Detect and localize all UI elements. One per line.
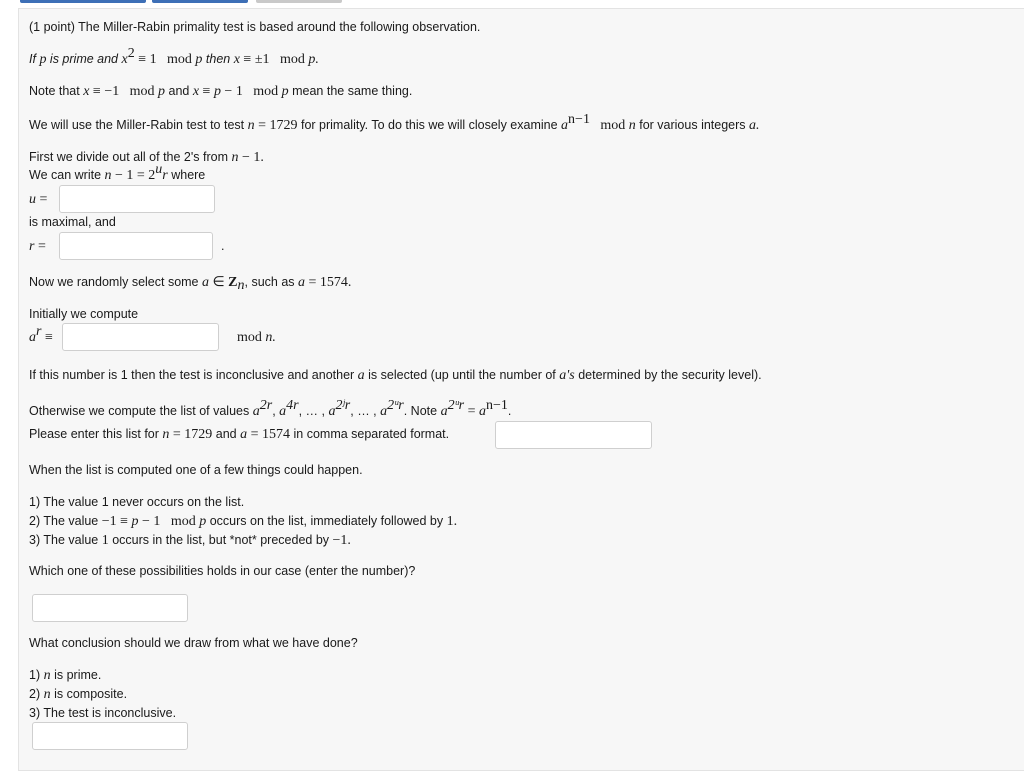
possibility-1-text: 1) The value 1 never occurs on the list.	[29, 495, 245, 509]
note-minus-one: − 1	[224, 84, 243, 99]
possibility-2-p: p	[199, 514, 207, 529]
u-label: u	[29, 192, 36, 207]
u-equals: =	[39, 192, 48, 207]
r-label-row	[29, 238, 46, 255]
obs-congruence: ≡ ±1	[243, 52, 270, 67]
obs-square: 2	[127, 46, 135, 61]
conclusion-2-suffix: is composite.	[54, 687, 128, 701]
use-suffix: for various integers	[639, 118, 746, 132]
ar-label-row	[29, 324, 53, 346]
possibility-2-one: 1.	[446, 514, 458, 529]
list-and: and	[215, 427, 237, 441]
use-mod: mod	[600, 118, 626, 133]
list-text: Please enter this list for	[29, 427, 159, 441]
conclusion-1-prefix: 1)	[29, 668, 41, 682]
note-p: p	[158, 84, 166, 99]
which-text: Which one of these possibilities holds in our case (enter the number)?	[29, 564, 416, 578]
possibility-2-suffix: occurs on the list, immediately followed by	[209, 514, 444, 528]
conclusion-1-suffix: is prime.	[54, 668, 102, 682]
seq-a: a	[479, 404, 486, 419]
select-n-sub: n	[237, 278, 245, 293]
note-p: p	[213, 84, 221, 99]
seq-exp: 2r	[259, 398, 273, 413]
use-line	[29, 112, 760, 134]
possibility-1	[29, 494, 244, 510]
possibility-answer-input[interactable]	[32, 594, 188, 622]
obs-congruence: ≡ 1	[138, 52, 157, 67]
list-a-value: = 1574	[250, 427, 291, 442]
r-period-text: .	[221, 239, 225, 253]
write-text: We can write	[29, 168, 102, 182]
ar-mod: mod	[237, 330, 262, 345]
r-label: r	[29, 239, 35, 254]
inconclusive-text: If this number is 1 then the test is inconclusive and another	[29, 368, 355, 382]
problem-intro	[29, 19, 480, 35]
points-label: (1 point) The Miller-Rabin primality test is based around the following observation.	[29, 20, 481, 34]
conclusion-answer-input[interactable]	[32, 722, 188, 750]
conclusion-3-text: 3) The test is inconclusive.	[29, 706, 177, 720]
possibility-2-p: p	[131, 514, 139, 529]
ar-congruence: ≡	[44, 330, 53, 345]
use-a: a.	[749, 118, 760, 133]
use-n: n	[628, 118, 636, 133]
divide-minus: − 1.	[241, 150, 264, 165]
list-suffix: in comma separated format.	[293, 427, 450, 441]
possibility-2-expr: −1 ≡	[101, 514, 129, 529]
select-in: ∈	[212, 275, 225, 290]
seq-a: a	[279, 404, 287, 419]
tab-indicator-2	[152, 0, 248, 3]
initially-text: Initially we compute	[29, 307, 139, 321]
seq-exp: n−1	[486, 398, 508, 413]
initially-line	[29, 306, 138, 322]
note-line	[29, 83, 412, 100]
happen-text: When the list is computed one of a few things could happen.	[29, 463, 363, 477]
select-a: a	[202, 275, 209, 290]
conclusion-line	[29, 635, 358, 651]
note-congruence: ≡ −1	[92, 84, 120, 99]
u-label-row	[29, 191, 47, 208]
obs-text: is prime and	[49, 52, 119, 66]
happen-line	[29, 462, 363, 478]
obs-mod: mod	[167, 52, 192, 67]
write-r: r	[162, 168, 168, 183]
seq-a: a	[380, 404, 388, 419]
possibility-3-one: 1	[101, 533, 109, 548]
seq-exp: 4r	[286, 398, 299, 413]
seq-a: a	[440, 404, 448, 419]
note-x: x	[83, 84, 90, 99]
possibility-2-minus: − 1	[142, 514, 161, 529]
select-a-value: = 1574.	[308, 275, 352, 290]
divide-n: n	[231, 150, 239, 165]
conclusion-option-2	[29, 686, 127, 703]
note-congruence: ≡	[202, 84, 211, 99]
divide-line	[29, 149, 264, 166]
seq-equals: =	[467, 404, 476, 419]
divide-text: First we divide out all of the 2's from	[29, 150, 228, 164]
write-u: u	[155, 162, 163, 177]
possibility-2-mod: mod	[170, 514, 196, 529]
problem-panel	[18, 8, 1024, 771]
obs-x: x	[233, 52, 240, 67]
use-text: We will use the Miller-Rabin test to test	[29, 118, 245, 132]
write-n: n	[104, 168, 112, 183]
seq-a: a	[252, 404, 260, 419]
conclusion-1-n: n	[43, 668, 51, 683]
obs-then: then	[205, 52, 231, 66]
select-line	[29, 274, 351, 291]
possibility-2	[29, 513, 457, 530]
top-tab-strip	[0, 0, 1024, 4]
tab-indicator-1	[20, 0, 146, 3]
select-Z: Z	[228, 275, 238, 290]
note-and: and	[168, 84, 190, 98]
use-a: a	[561, 118, 569, 133]
seq-sep: , … ,	[350, 404, 377, 418]
list-a: a	[240, 427, 248, 442]
list-n-value: = 1729	[172, 427, 213, 442]
seq-sep: , … ,	[298, 404, 326, 418]
list-line	[29, 426, 449, 443]
possibility-3-neg: −1.	[332, 533, 351, 548]
observation-line	[29, 46, 319, 68]
seq-end: .	[507, 404, 512, 418]
inconclusive-a: a	[357, 368, 365, 383]
otherwise-text: Otherwise we compute the list of values	[29, 404, 250, 418]
note-x: x	[192, 84, 200, 99]
obs-if: If	[29, 52, 36, 66]
seq-exp: 2ʲr	[335, 398, 351, 413]
obs-mod: mod	[279, 52, 305, 67]
obs-p: p	[195, 52, 203, 67]
ar-a: a	[29, 330, 36, 345]
note-text: Note that	[29, 84, 80, 98]
r-period	[221, 238, 224, 254]
use-n: n	[247, 118, 255, 133]
ar-r: r	[36, 324, 42, 339]
use-n-value: = 1729	[258, 118, 298, 133]
ar-n: n.	[265, 330, 276, 345]
possibility-2-text: 2) The value	[29, 514, 99, 528]
obs-p: p.	[308, 52, 319, 67]
seq-note: . Note	[403, 404, 438, 418]
u-answer-input[interactable]	[59, 185, 215, 213]
possibility-3-mid: occurs in the list, but *not* preceded by	[112, 533, 330, 547]
r-answer-input[interactable]	[59, 232, 213, 260]
select-a: a	[298, 275, 306, 290]
write-suffix: where	[171, 168, 206, 182]
which-line	[29, 563, 415, 579]
obs-x: x	[121, 52, 128, 67]
possibility-3	[29, 532, 351, 549]
note-mod: mod	[253, 84, 279, 99]
ar-mod-row	[237, 329, 276, 346]
conclusion-option-3	[29, 705, 176, 721]
otherwise-line	[29, 398, 512, 420]
list-n: n	[162, 427, 170, 442]
note-suffix: mean the same thing.	[292, 84, 413, 98]
inconclusive-suffix: determined by the security level).	[578, 368, 762, 382]
possibility-3-text: 3) The value	[29, 533, 99, 547]
conclusion-2-prefix: 2)	[29, 687, 41, 701]
inconclusive-as: a's	[559, 368, 575, 383]
inconclusive-line	[29, 367, 762, 384]
conclusion-option-1	[29, 667, 101, 684]
conclusion-2-n: n	[43, 687, 51, 702]
seq-exp: 2ᵘr	[447, 398, 465, 413]
ar-answer-input[interactable]	[62, 323, 219, 351]
inconclusive-mid: is selected (up until the number of	[368, 368, 556, 382]
select-mid: , such as	[244, 275, 295, 289]
obs-p: p	[39, 52, 47, 67]
note-mod: mod	[129, 84, 155, 99]
use-exponent: n−1	[568, 112, 590, 127]
write-expression: − 1 = 2	[114, 168, 156, 183]
maximal-text: is maximal, and	[29, 215, 116, 229]
seq-a: a	[328, 404, 336, 419]
use-text-mid: for primality. To do this we will closely examine	[300, 118, 558, 132]
tab-indicator-3	[256, 0, 342, 3]
conclusion-text: What conclusion should we draw from what we have done?	[29, 636, 358, 650]
maximal-line	[29, 214, 116, 230]
write-line	[29, 162, 206, 184]
seq-exp: 2ᵘr	[387, 398, 404, 413]
r-equals: =	[37, 239, 46, 254]
note-p: p	[281, 84, 289, 99]
list-answer-input[interactable]	[495, 421, 652, 449]
seq-sep: ,	[272, 404, 276, 418]
select-text: Now we randomly select some	[29, 275, 199, 289]
